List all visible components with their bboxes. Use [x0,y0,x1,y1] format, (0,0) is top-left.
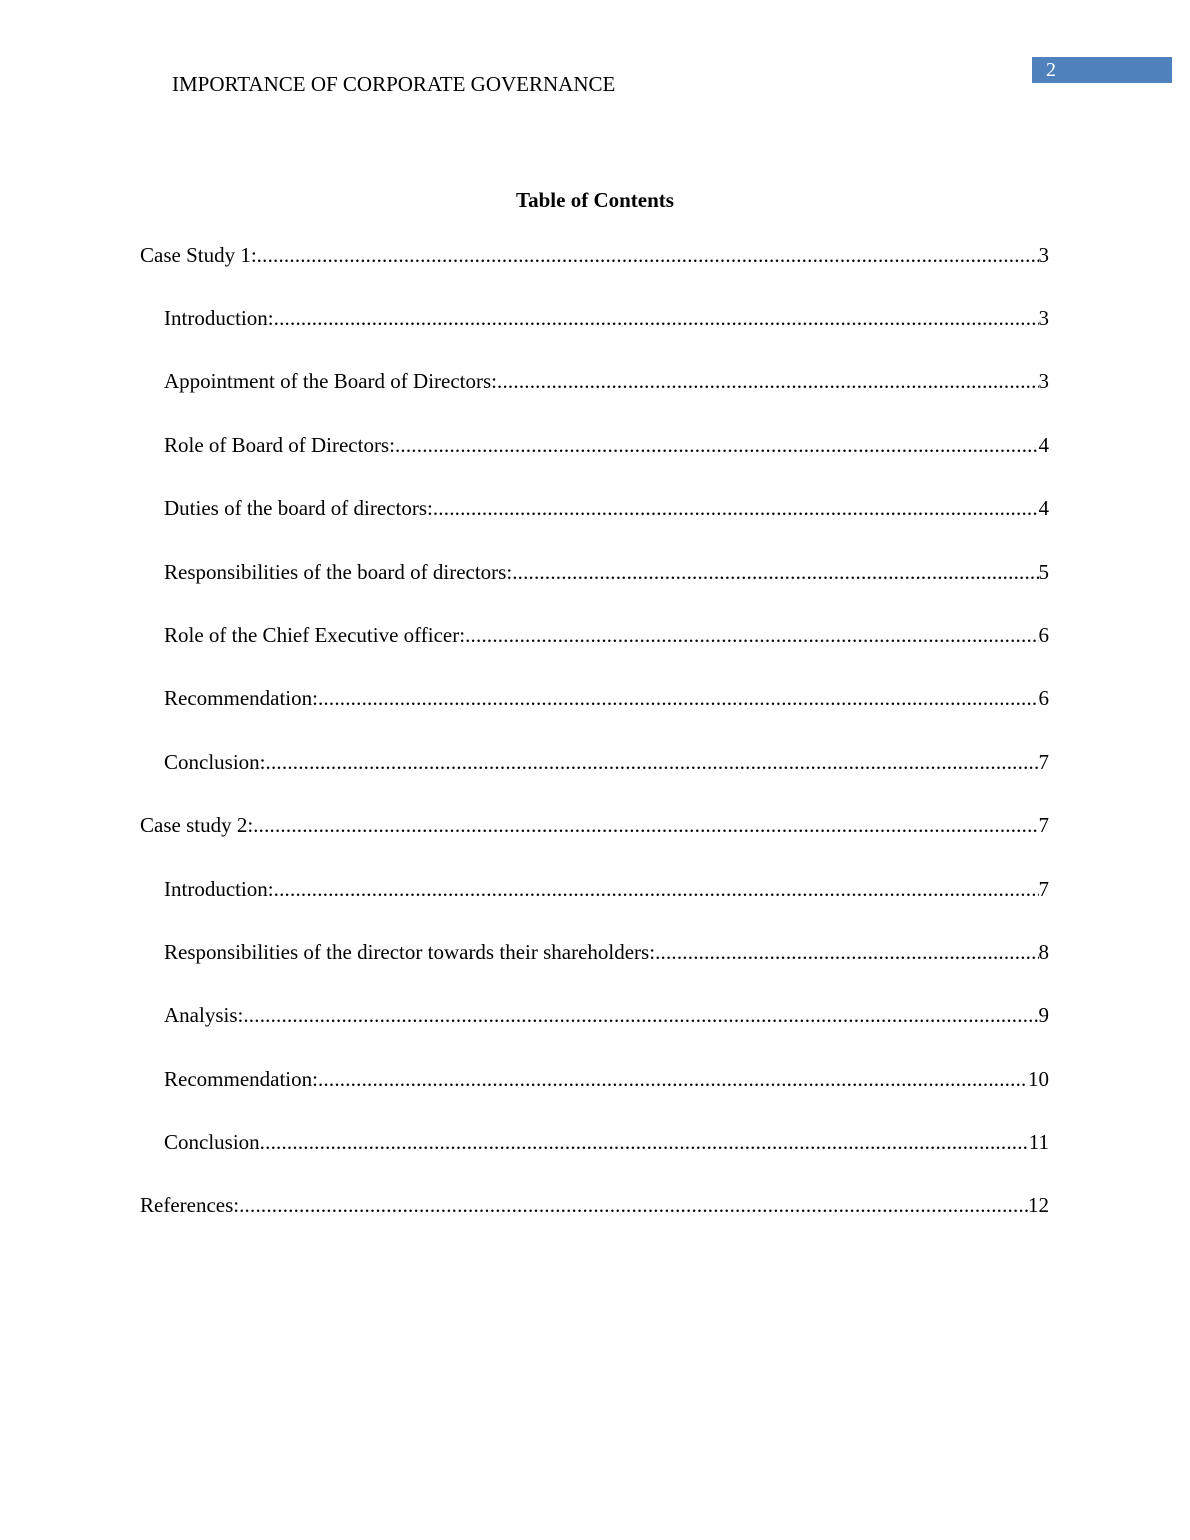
toc-entry-page: 9 [1038,1003,1049,1027]
toc-dot-leader [257,242,1039,268]
toc-entry-label: Case study 2: [140,813,254,837]
toc-entry[interactable] [140,242,1049,268]
toc-entry-label: Appointment of the Board of Directors: [164,369,498,393]
toc-title: Table of Contents [516,188,674,212]
toc-entry-label: Duties of the board of directors: [164,496,433,520]
page-number: 2 [1046,59,1056,81]
toc-entry[interactable] [164,622,1049,648]
toc-entry[interactable] [164,495,1049,521]
toc-entry-label: Introduction: [164,306,274,330]
toc-entry-label: References: [140,1193,240,1217]
toc-entry-page: 11 [1028,1130,1049,1154]
toc-entry-page: 3 [1038,306,1049,330]
toc-entry-label: Conclusion [164,1130,260,1154]
toc-entry[interactable] [164,432,1049,458]
toc-entry[interactable] [164,368,1049,394]
toc-entry-page: 4 [1038,496,1049,520]
toc-entry-label: Responsibilities of the director towards their shareholders: [164,940,656,964]
toc-entry-page: 7 [1038,750,1049,774]
toc-entry-label: Analysis: [164,1003,244,1027]
toc-entry-page: 7 [1038,813,1049,837]
toc-entry-page: 10 [1028,1067,1049,1091]
toc-entry-label: Role of the Chief Executive officer: [164,623,466,647]
toc-entry-label: Responsibilities of the board of directors: [164,560,513,584]
toc-entry[interactable] [164,939,1049,965]
toc-entry[interactable] [140,1192,1049,1218]
toc-dot-leader [433,495,1039,521]
toc-dot-leader [253,812,1038,838]
toc-entry-page: 6 [1038,686,1049,710]
toc-entry[interactable] [140,812,1049,838]
toc-dot-leader [497,368,1038,394]
toc-entry-page: 8 [1038,940,1049,964]
toc-entry[interactable] [164,305,1049,331]
toc-dot-leader [260,1129,1029,1155]
toc-entry-page: 6 [1038,623,1049,647]
toc-dot-leader [395,432,1039,458]
toc-entry-label: Recommendation: [164,686,318,710]
toc-entry-page: 7 [1038,877,1049,901]
toc-entry-page: 5 [1038,560,1049,584]
toc-entry[interactable] [164,1002,1049,1028]
toc-entry[interactable] [164,685,1049,711]
running-header-title: IMPORTANCE OF CORPORATE GOVERNANCE [172,72,616,96]
toc-dot-leader [655,939,1038,965]
toc-entry-label: Recommendation: [164,1067,318,1091]
toc-entry-label: Conclusion: [164,750,266,774]
toc-dot-leader [318,685,1039,711]
toc-entry-label: Introduction: [164,877,274,901]
toc-entry-label: Role of Board of Directors: [164,433,395,457]
toc-dot-leader [274,876,1039,902]
toc-dot-leader [512,559,1038,585]
toc-dot-leader [274,305,1039,331]
toc-dot-leader [239,1192,1028,1218]
toc-dot-leader [266,749,1039,775]
toc-entry[interactable] [164,1066,1049,1092]
toc-dot-leader [243,1002,1038,1028]
toc-entry[interactable] [164,1129,1049,1155]
toc-entry-page: 12 [1028,1193,1049,1217]
toc-dot-leader [318,1066,1028,1092]
toc-entry-page: 4 [1038,433,1049,457]
toc-entry-page: 3 [1038,243,1049,267]
toc-entry[interactable] [164,749,1049,775]
toc-entry[interactable] [164,876,1049,902]
toc-entry[interactable] [164,559,1049,585]
toc-entry-label: Case Study 1: [140,243,257,267]
toc-entry-page: 3 [1038,369,1049,393]
toc-dot-leader [465,622,1038,648]
